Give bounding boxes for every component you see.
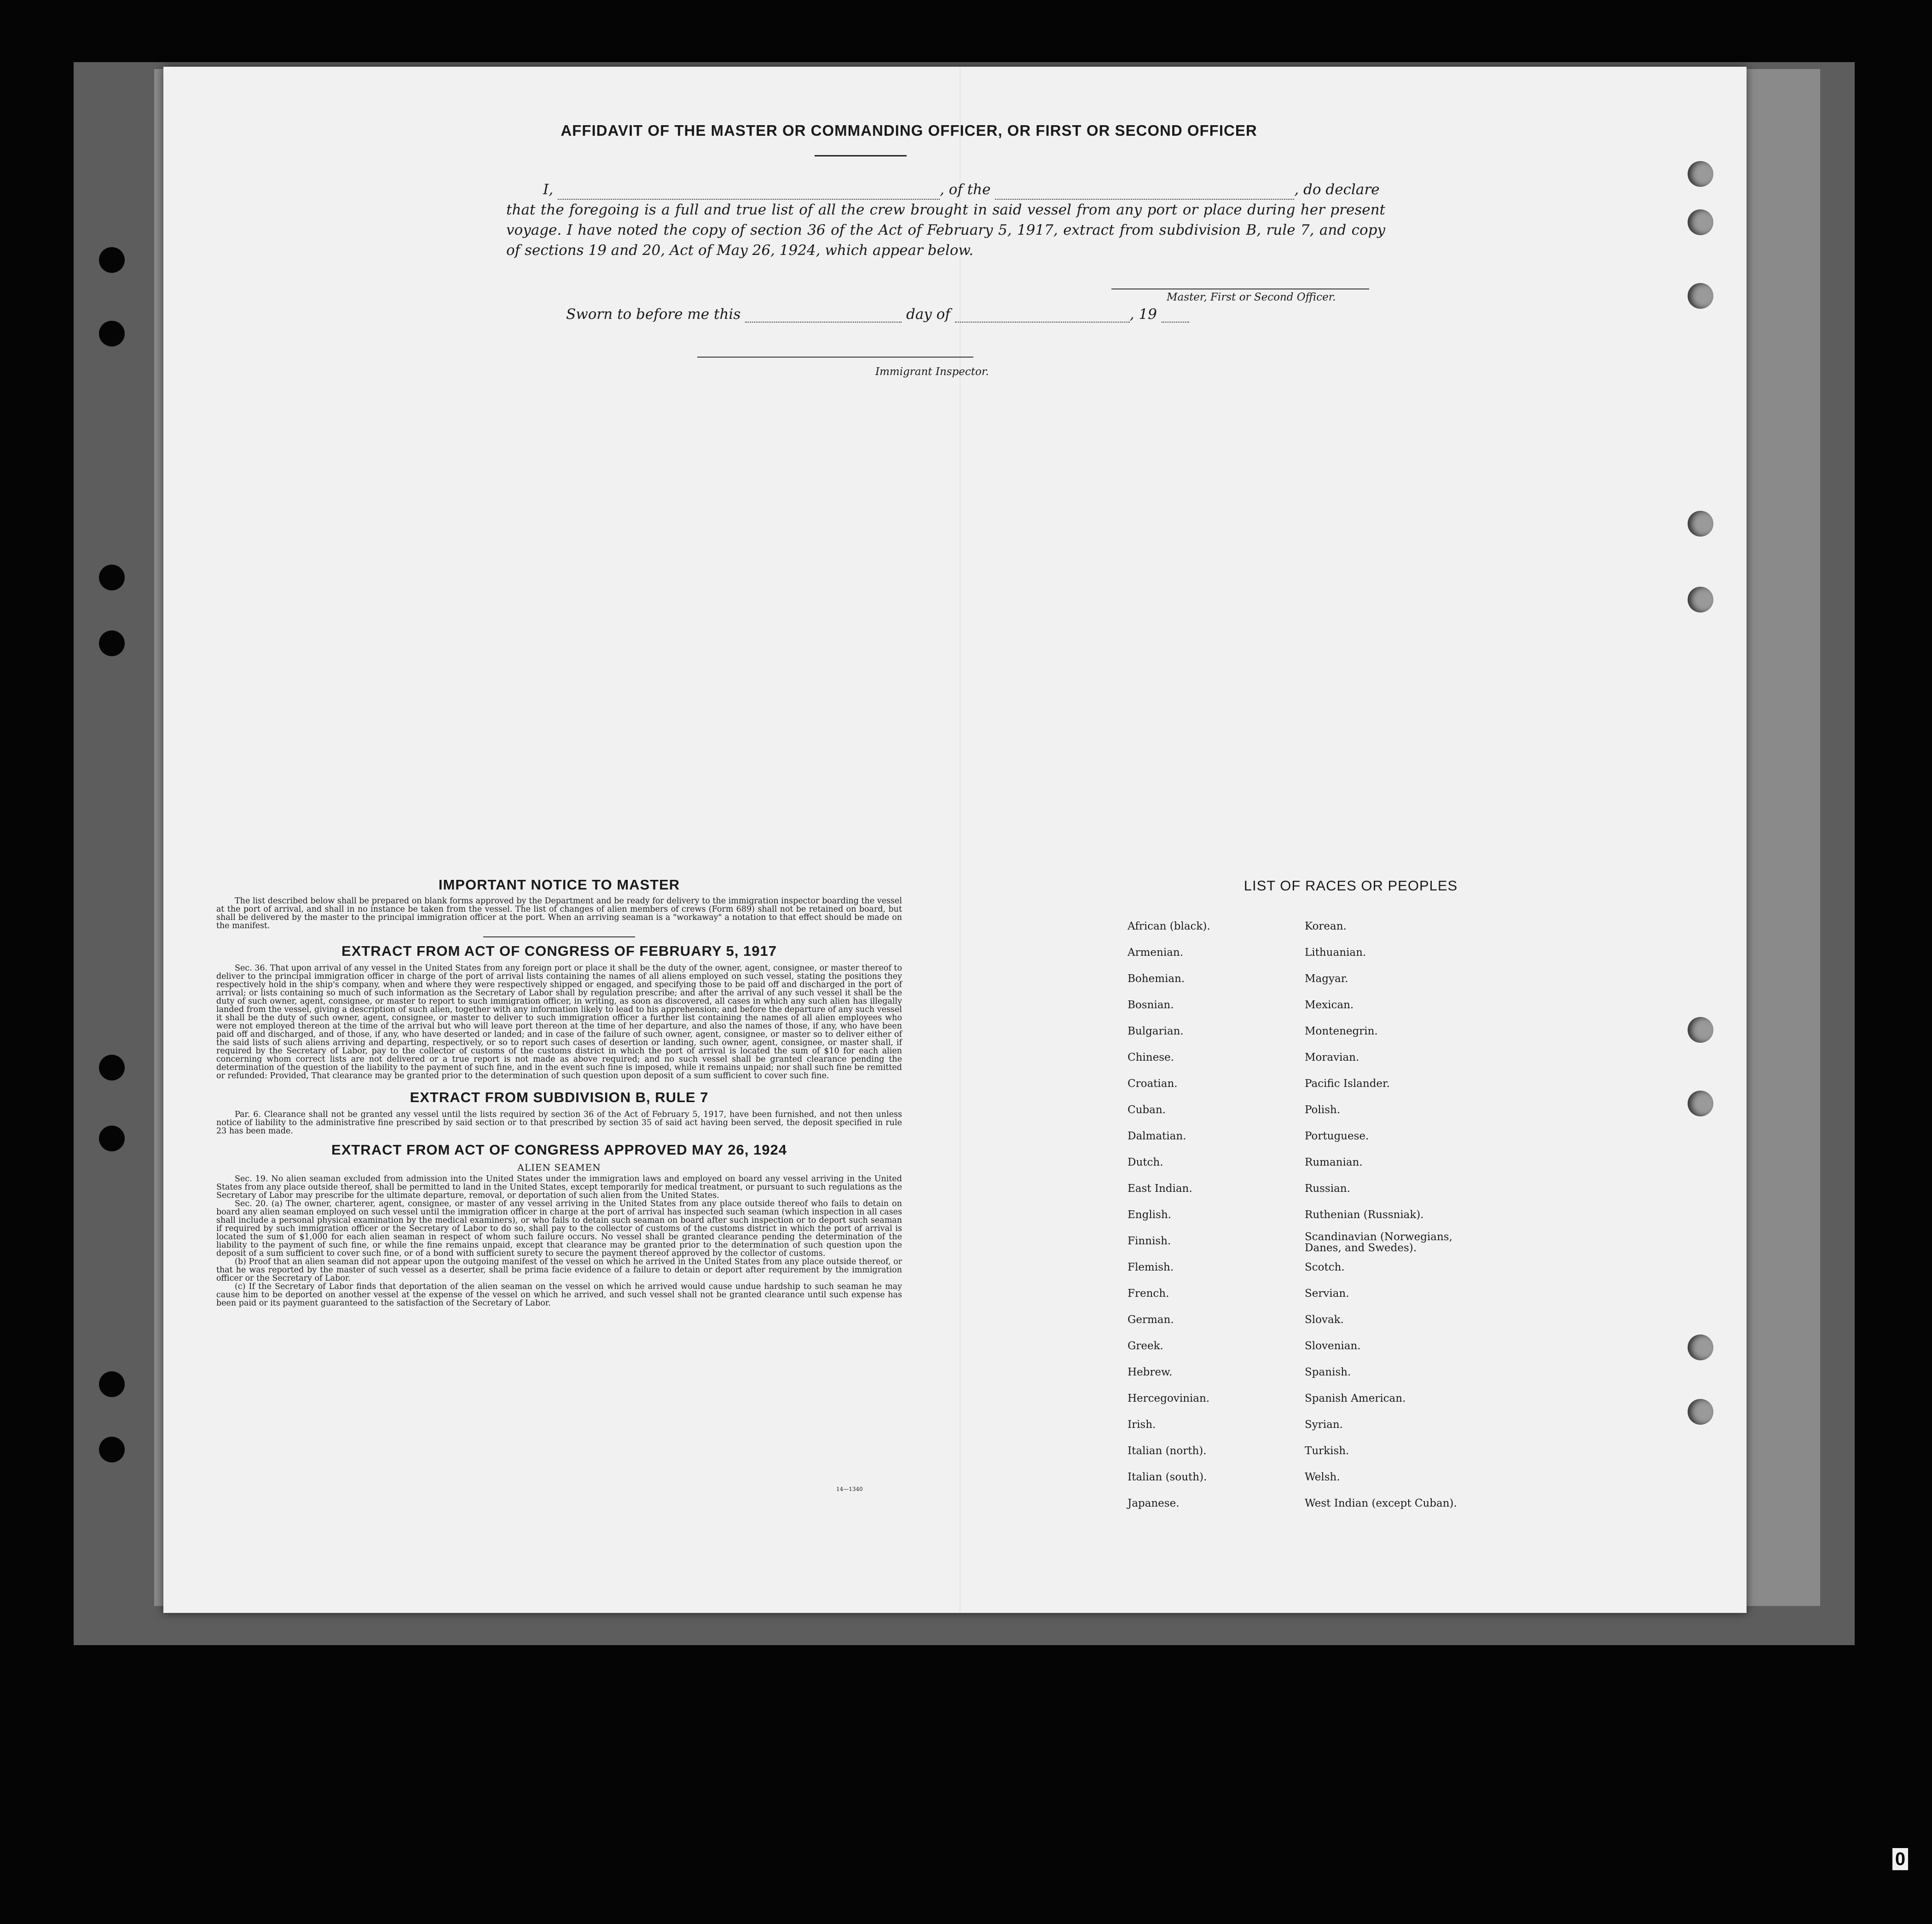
rule7-text: Par. 6. Clearance shall not be granted any vessel until the lists required by section 36 of the Act of February 5, 1917, have been furnished, and not then unless notice of liability to the administrative fine prescribed by said section or to that prescribed by section 35 of said act having been served, the deposit specified in rule 23 has been made. xyxy=(216,1110,902,1136)
inspector-signature-line[interactable] xyxy=(697,357,973,358)
punch-hole xyxy=(1688,1091,1713,1116)
race-item: African (black). xyxy=(1128,920,1210,932)
race-item: Rumanian. xyxy=(1305,1156,1363,1168)
sworn-day-of: day of xyxy=(906,306,950,323)
rule7-title: EXTRACT FROM SUBDIVISION B, RULE 7 xyxy=(410,1089,709,1105)
race-item: English. xyxy=(1128,1209,1171,1221)
extract-1917-title: EXTRACT FROM ACT OF CONGRESS OF FEBRUARY 5, 1917 xyxy=(341,943,777,959)
race-item: Bulgarian. xyxy=(1128,1025,1184,1037)
divider xyxy=(483,936,635,937)
race-item: Croatian. xyxy=(1128,1078,1178,1090)
race-item: Lithuanian. xyxy=(1305,947,1366,959)
affidavit-i: I, xyxy=(543,181,554,198)
race-item: Servian. xyxy=(1305,1288,1349,1300)
race-item: Welsh. xyxy=(1305,1471,1340,1483)
extract-1924-title: EXTRACT FROM ACT OF CONGRESS APPROVED MAY 26, 1924 xyxy=(331,1142,787,1158)
master-label: Master, First or Second Officer. xyxy=(1167,291,1336,303)
race-item: Mexican. xyxy=(1305,999,1354,1011)
affidavit-of-the: , of the xyxy=(939,181,991,198)
race-item: Slovak. xyxy=(1305,1314,1344,1326)
affidavit-text xyxy=(506,179,1385,260)
race-item: Dalmatian. xyxy=(1128,1130,1186,1142)
race-item: Flemish. xyxy=(1128,1261,1174,1273)
race-item: Syrian. xyxy=(1305,1419,1343,1431)
race-item: Turkish. xyxy=(1305,1445,1349,1457)
race-item: Chinese. xyxy=(1128,1052,1174,1063)
name-blank[interactable] xyxy=(558,185,940,200)
race-item: Russian. xyxy=(1305,1183,1350,1195)
punch-hole xyxy=(99,1371,125,1397)
manifest-page xyxy=(163,67,1747,1613)
race-item: Bosnian. xyxy=(1128,999,1174,1011)
punch-hole xyxy=(99,1055,125,1080)
legal-extracts xyxy=(216,877,902,1307)
punch-hole xyxy=(99,565,125,590)
race-item: Magyar. xyxy=(1305,973,1348,985)
sworn-line xyxy=(566,306,1189,323)
punch-hole xyxy=(1688,1399,1713,1425)
race-item: West Indian (except Cuban). xyxy=(1305,1497,1457,1509)
race-item: Moravian. xyxy=(1305,1052,1359,1063)
punch-hole xyxy=(1688,1335,1713,1360)
punch-hole xyxy=(99,247,125,273)
race-item: Dutch. xyxy=(1128,1156,1163,1168)
affidavit-body: that the foregoing is a full and true list of all the crew brought in said vessel from any port or place during her present voyage. I have noted the copy of section 36 of the Act of February 5, 1917, extract from subdivision B, rule 7, and copy of sections 19 and 20, Act of May 26, 1924, which appear below. xyxy=(506,202,1385,259)
race-item: Bohemian. xyxy=(1128,973,1185,985)
race-item: Spanish. xyxy=(1305,1366,1351,1378)
race-item: Greek. xyxy=(1128,1340,1163,1352)
race-item: Montenegrin. xyxy=(1305,1025,1378,1037)
race-item: Hebrew. xyxy=(1128,1366,1173,1378)
race-item: Pacific Islander. xyxy=(1305,1078,1390,1090)
sworn-day-blank[interactable] xyxy=(745,308,902,323)
races-title: LIST OF RACES OR PEOPLES xyxy=(1244,878,1458,894)
affidavit-declare: , do declare xyxy=(1294,181,1380,198)
race-item: Korean. xyxy=(1305,920,1347,932)
race-item: Italian (south). xyxy=(1128,1471,1207,1483)
sec20b-text: (b) Proof that an alien seaman did not appear upon the outgoing manifest of the vessel on which he arrived in the United States from any place outside thereof, or that he was reported by the master of such vessel as a deserter, shall be prima facie evidence of a failure to detain or deport after requirement by the immigration officer or the Secretary of Labor. xyxy=(216,1257,902,1283)
race-item: Armenian. xyxy=(1128,947,1184,959)
punch-hole xyxy=(1688,511,1713,537)
punch-hole xyxy=(1688,1017,1713,1043)
notice-text: The list described below shall be prepared on blank forms approved by the Department and be ready for delivery to the immigration inspector boarding the vessel at the port of arrival, and shall in no instance be taken from the vessel. The list of changes of alien members of crews (Form 689) shall not be retained on board, but shall be delivered by the master to the principal immigration officer at the port. When an arriving seaman is a "workaway" a notation to that effect should be made on the manifest. xyxy=(216,896,902,930)
race-item: Slovenian. xyxy=(1305,1340,1361,1352)
race-item: Cuban. xyxy=(1128,1104,1166,1116)
affidavit-title: AFFIDAVIT OF THE MASTER OR COMMANDING OFFICER, OR FIRST OR SECOND OFFICER xyxy=(561,122,1257,139)
sworn-year-prefix: , 19 xyxy=(1129,306,1157,323)
alien-seamen-subtitle: ALIEN SEAMEN xyxy=(517,1162,601,1173)
sworn-year-blank[interactable] xyxy=(1162,308,1189,323)
punch-hole xyxy=(1688,587,1713,612)
race-item: Polish. xyxy=(1305,1104,1341,1116)
punch-hole xyxy=(99,630,125,656)
notice-title: IMPORTANT NOTICE TO MASTER xyxy=(438,877,680,893)
punch-hole xyxy=(99,321,125,347)
race-item: Scotch. xyxy=(1305,1261,1345,1273)
race-item: Japanese. xyxy=(1128,1497,1180,1509)
race-item: French. xyxy=(1128,1288,1169,1300)
race-item: Portuguese. xyxy=(1305,1130,1369,1142)
sec20c-text: (c) If the Secretary of Labor finds that deportation of the alien seaman on the vessel on which he arrived would cause undue hardship to such seaman he may cause him to be deported on another vessel at the expense of the vessel on which he arrived, and such vessel shall not be granted clearance until such expense has been paid or its payment guaranteed to the satisfaction of the Secretary of Labor. xyxy=(216,1282,902,1308)
sec20a-text: Sec. 20. (a) The owner, charterer, agent, consignee, or master of any vessel arriving in the United States from any place outside thereof who fails to detain on board any alien seaman employed on such vessel until the immigration officer in charge at the port of arrival has inspected such seaman (which inspection in all cases shall include a personal physical examination by the medical examiners), or who fails to detain such seaman on board after such inspection or to deport such seaman if required by such immigration officer or the Secretary of Labor to do so, shall pay to the collector of customs of the customs district in which the port of arrival is located the sum of $1,000 for each alien seaman in respect of whom such failure occurs. No vessel shall be granted clearance pending the determination of the liability to the payment of such fine, or while the fine remains unpaid, except that clearance may be granted prior to the determination of such question upon the deposit of a sum sufficient to cover such fine, or of a bond with sufficient surety to secure the payment thereof approved by the collector of customs. xyxy=(216,1199,902,1258)
punch-hole xyxy=(1688,161,1713,187)
race-item: East Indian. xyxy=(1128,1183,1192,1195)
race-item: Finnish. xyxy=(1128,1235,1171,1247)
title-rule xyxy=(815,155,907,156)
sworn-month-blank[interactable] xyxy=(955,308,1130,323)
race-item: Italian (north). xyxy=(1128,1445,1207,1457)
vessel-blank[interactable] xyxy=(995,185,1294,200)
race-item: German. xyxy=(1128,1314,1174,1326)
sec19-text: Sec. 19. No alien seaman excluded from admission into the United States under the immigration laws and employed on board any vessel arriving in the United States from any place outside thereof, shall be permitted to land in the United States, except temporarily for medical treatment, or pursuant to such regulations as the Secretary of Labor may prescribe for the ultimate departure, removal, or deportation of such alien from the United States. xyxy=(216,1174,902,1200)
extract-1917-text: Sec. 36. That upon arrival of any vessel in the United States from any foreign port or place it shall be the duty of the owner, agent, consignee, or master thereof to deliver to the principal immigration officer in charge of the port of arrival lists containing the names of all aliens employed on such vessel, stating the positions they respectively hold in the ship's company, when and where they were respectively shipped or engaged, and specifying those to be paid off and discharged in the port of arrival; or lists containing so much of such information as the Secretary of Labor shall by regulation prescribe; and after the arrival of any such vessel it shall be the duty of such owner, agent, consignee, or master to report to such immigration officer, in writing, as soon as discovered, all cases in which any such alien has illegally landed from the vessel, giving a description of such alien, together with any information likely to lead to his apprehension; and before the departure of any such vessel it shall be the duty of such owner, agent, consignee, or master to deliver to such immigration officer a further list containing the names of all alien employees who were not employed thereon at the time of the arrival but who will leave port thereon at the time of her departure, and also the names of those, if any, who have been paid off and discharged, and of those, if any, who have deserted or landed; and in case of the failure of such owner, agent, consignee, or master so to deliver either of the said lists of such aliens arriving and departing, respectively, or so to report such cases of desertion or landing, such owner, agent, consignee, or master shall, if required by the Secretary of Labor, pay to the collector of customs of the customs district in which the port of arrival is located the sum of $10 for each alien concerning whom correct lists are not delivered or a true report is not made as above required; and no such vessel shall be granted clearance pending the determination of the question of the liability to the payment of such fine, and in the event such fine is imposed, while it remains unpaid; nor shall such fine be remitted or refunded: Provided, That clearance may be granted prior to the determination of such question upon deposit of a sum sufficient to cover such fine. xyxy=(216,964,902,1080)
race-item: Irish. xyxy=(1128,1419,1156,1431)
affidavit-line-1 xyxy=(506,179,1385,200)
sworn-text: Sworn to before me this xyxy=(566,306,741,323)
frame-marker: 0 xyxy=(1892,1848,1908,1870)
race-item: Ruthenian (Russniak). xyxy=(1305,1209,1424,1221)
punch-hole xyxy=(1688,209,1713,235)
punch-hole xyxy=(1688,283,1713,309)
race-item: Spanish American. xyxy=(1305,1392,1406,1404)
punch-hole xyxy=(99,1437,125,1462)
inspector-label: Immigrant Inspector. xyxy=(875,366,989,378)
race-item: Hercegovinian. xyxy=(1128,1392,1210,1404)
punch-hole xyxy=(99,1126,125,1151)
race-item: Scandinavian (Norwegians, Danes, and Swedes). xyxy=(1305,1231,1452,1254)
form-number: 14—1340 xyxy=(836,1486,863,1492)
